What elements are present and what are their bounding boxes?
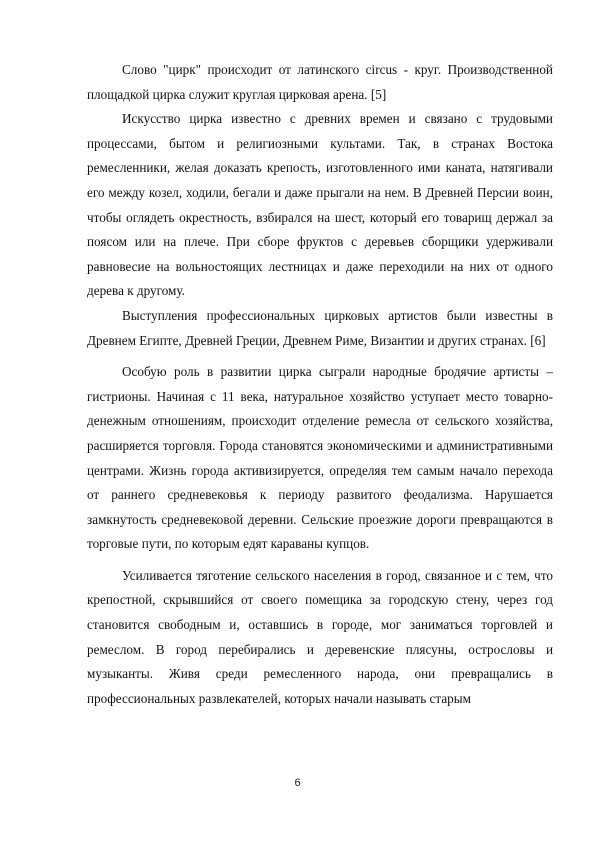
paragraph-urban-migration: Усиливается тяготение сельского населения в город, связанное и с тем, что крепостной, скрывшийся от своего помещика за городскую стену, через год становится свободным и, оставшись в городе, мог заниматься торговлей и ремеслом. В город перебирались и деревенские плясуны, острословы и музыканты. Живя среди ремесленного народа, они превращались в профессиональных развлекателей, которых начали называть старым xyxy=(87,567,553,706)
body-text xyxy=(87,58,553,711)
paragraph-professional-artists: Выступления профессиональных цирковых артистов были известны в Древнем Египте, Древней Греции, Древнем Риме, Византии и других странах. [6] xyxy=(87,307,553,348)
paragraph-histrions: Особую роль в развитии цирка сыграли народные бродячие артисты – гистрионы. Начиная с 11 века, натуральное хозяйство уступает место товарно-денежным отношениям, происходит отделение ремесла от сельского хозяйства, расширяется торговля. Города становятся экономическими и административными центрами. Жизнь города активизируется, определяя тем самым начало перехода от раннего средневековья к периоду развитого феодализма. Нарушается замкнутость средневековой деревни. Сельские проезжие дороги превращаются в торговые пути, по которым едят караваны купцов. xyxy=(87,364,553,552)
paragraph-circus-etymology: Слово "цирк" происходит от латинского circus - круг. Производственной площадкой цирка служит круглая цирковая арена. [5] xyxy=(87,62,553,102)
paragraph-ancient-origins: Искусство цирка известно с древних времен и связано с трудовыми процессами, бытом и религиозными культами. Так, в странах Востока ремесленники, желая доказать крепость, изготовленного ими каната, натягивали его между козел, ходили, бегали и даже прыгали на нем. В Древней Персии воин, чтобы оглядеть окрестность, взбирался на шест, который его товарищ держал за поясом или на плече. При сборе фруктов с деревьев сборщики удерживали равновесие на вольностоящих лестницах и даже переходили на них от одного дерева к другому. xyxy=(87,111,553,299)
page-number: 6 xyxy=(294,777,301,789)
